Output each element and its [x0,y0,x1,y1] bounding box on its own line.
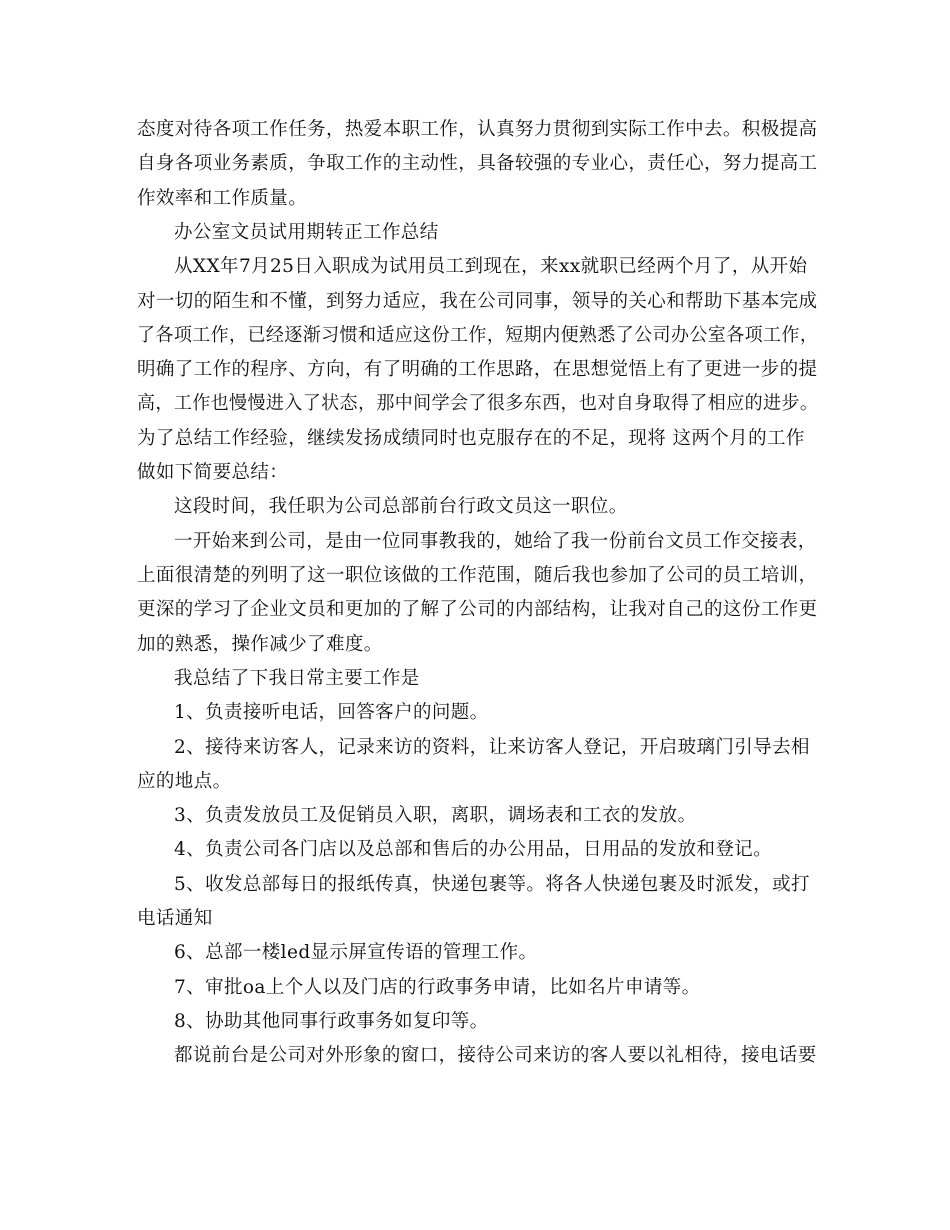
text-line: 高，工作也慢慢进入了状态，那中间学会了很多东西，也对自身取得了相应的进步。 [137,393,819,414]
list-item: 4、负责公司各门店以及总部和售后的办公用品，日用品的发放和登记。 [174,839,773,860]
text-line: 应的地点。 [137,771,232,792]
text-line: 对一切的陌生和不懂，到努力适应，我在公司同事，领导的关心和帮助下基本完成 [137,291,818,312]
text-line: 电话通知 [137,908,213,929]
text-line: 都说前台是公司对外形象的窗口，接待公司来访的客人要以礼相待，接电话要 [174,1045,817,1066]
list-item: 8、协助其他同事行政事务如复印等。 [174,1011,489,1032]
list-item: 7、审批oa上个人以及门店的行政事务申请，比如名片申请等。 [174,977,701,998]
text-line: 加的熟悉，操作减少了难度。 [137,634,383,655]
text-line: 从XX年7月25日入职成为试用员工到现在，来xx就职已经两个月了，从开始 [174,256,808,277]
text-line: 态度对待各项工作任务，热爱本职工作，认真努力贯彻到实际工作中去。积极提高 [137,119,818,140]
list-item: 5、收发总部每日的报纸传真，快递包裹等。将各人快递包裹及时派发，或打 [174,874,810,895]
text-line: 了各项工作，已经逐渐习惯和适应这份工作，短期内便熟悉了公司办公室各项工作， [137,325,819,346]
text-line: 明确了工作的程序、方向，有了明确的工作思路，在思想觉悟上有了更进一步的提 [137,359,818,380]
section-heading: 办公室文员试用期转正工作总结 [174,222,439,243]
list-item: 1、负责接听电话，回答客户的问题。 [174,702,489,723]
text-line: 我总结了下我日常主要工作是 [174,668,420,689]
text-line: 自身各项业务素质，争取工作的主动性，具备较强的专业心，责任心，努力提高工 [137,153,818,174]
text-line: 为了总结工作经验，继续发扬成绩同时也克服存在的不足，现将 这两个月的工作 [137,428,805,449]
text-line: 做如下简要总结： [137,462,289,483]
list-item: 6、总部一楼led显示屏宣传语的管理工作。 [174,942,538,963]
list-item: 2、接待来访客人，记录来访的资料，让来访客人登记，开启玻璃门引导去相 [174,737,810,758]
text-line: 这段时间，我任职为公司总部前台行政文员这一职位。 [174,496,628,517]
list-item: 3、负责发放员工及促销员入职，离职，调场表和工衣的发放。 [174,805,697,826]
text-line: 更深的学习了企业文员和更加的了解了公司的内部结构，让我对自己的这份工作更 [137,599,818,620]
text-line: 作效率和工作质量。 [137,188,308,209]
text-line: 上面很清楚的列明了这一职位该做的工作范围，随后我也参加了公司的员工培训， [137,565,818,586]
text-line: 一开始来到公司，是由一位同事教我的，她给了我一份前台文员工作交接表， [174,531,817,552]
